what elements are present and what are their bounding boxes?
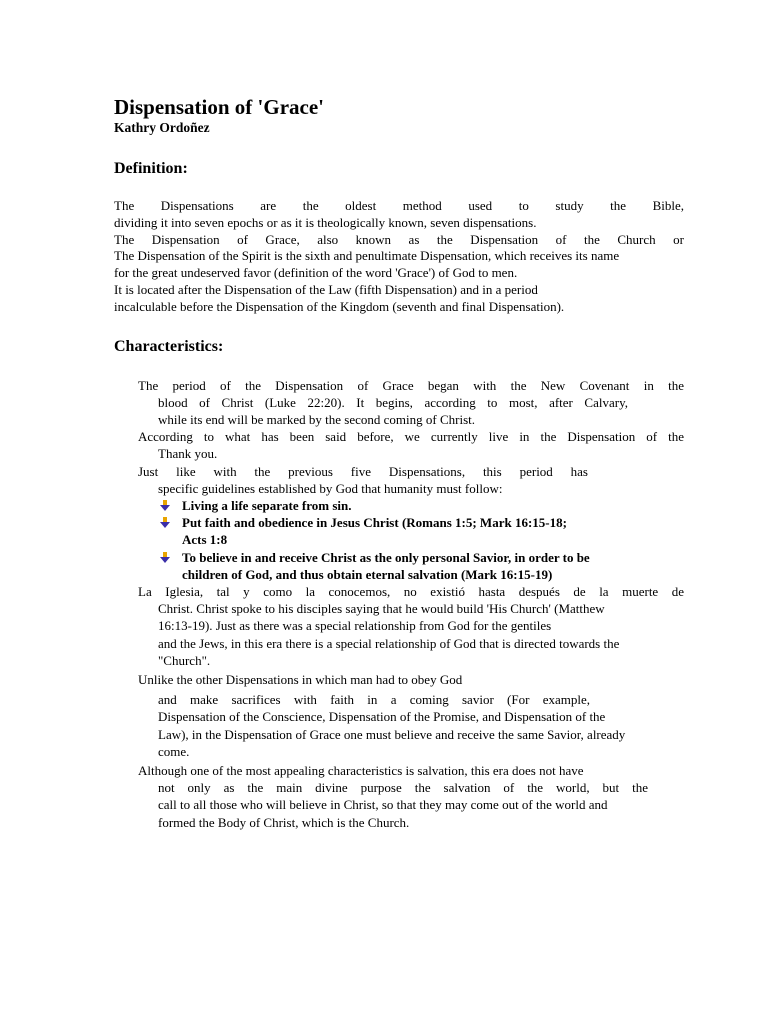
item-line: Although one of the most appealing characteristics is salvation, this era does not have bbox=[138, 763, 584, 779]
item-line: and the Jews, in this era there is a special relationship of God that is directed towards the bbox=[158, 635, 620, 651]
item-line: Unlike the other Dispensations in which man had to obey God bbox=[138, 672, 463, 688]
list-item bbox=[114, 671, 684, 760]
item-line: Thank you. bbox=[158, 446, 218, 462]
sub-list-item bbox=[159, 497, 684, 514]
characteristics-list bbox=[114, 377, 684, 831]
list-item bbox=[114, 583, 684, 669]
arrow-down-icon bbox=[159, 552, 171, 564]
definition-line: for the great undeserved favor (definition of the word 'Grace') of God to men. bbox=[114, 265, 518, 281]
item-line: come. bbox=[158, 743, 190, 759]
item-line: Law), in the Dispensation of Grace one must believe and receive the same Savior, already bbox=[158, 726, 626, 742]
sub-item-line: Put faith and obedience in Jesus Christ (Romans 1:5; Mark 16:15-18; bbox=[182, 515, 567, 531]
definition-line: The Dispensations are the oldest method used to study the Bible, bbox=[114, 198, 684, 213]
item-line: Christ. Christ spoke to his disciples saying that he would build 'His Church' (Matthew bbox=[158, 601, 605, 617]
item-line: while its end will be marked by the second coming of Christ. bbox=[158, 411, 475, 427]
item-line: Just like with the previous five Dispensations, this period has bbox=[138, 463, 588, 479]
sub-item-line: children of God, and thus obtain eternal salvation (Mark 16:15-19) bbox=[182, 566, 553, 582]
list-item bbox=[114, 377, 684, 429]
item-line: and make sacrifices with faith in a coming savior (For example, bbox=[158, 692, 590, 708]
list-item bbox=[114, 762, 684, 831]
definition-line: The Dispensation of the Spirit is the sixth and penultimate Dispensation, which receives its name bbox=[114, 248, 620, 264]
sub-list-item bbox=[159, 514, 684, 548]
sub-item-line: Living a life separate from sin. bbox=[182, 498, 352, 513]
item-line: blood of Christ (Luke 22:20). It begins, according to most, after Calvary, bbox=[158, 394, 628, 410]
item-line: call to all those who will believe in Christ, so that they may come out of the world and bbox=[158, 797, 608, 813]
item-line: La Iglesia, tal y como la conocemos, no existió hasta después de la muerte de bbox=[138, 584, 684, 600]
sub-list bbox=[114, 497, 684, 583]
sub-item-line: Acts 1:8 bbox=[182, 532, 228, 548]
document-title: Dispensation of 'Grace' bbox=[114, 95, 324, 119]
definition-line: dividing it into seven epochs or as it is theologically known, seven dispensations. bbox=[114, 214, 537, 230]
item-line: "Church". bbox=[158, 652, 211, 668]
item-line: not only as the main divine purpose the salvation of the world, but the bbox=[158, 780, 648, 796]
definition-line: incalculable before the Dispensation of the Kingdom (seventh and final Dispensation). bbox=[114, 298, 565, 314]
definition-paragraph bbox=[114, 198, 684, 316]
definition-line: The Dispensation of Grace, also known as the Dispensation of the Church or bbox=[114, 231, 684, 247]
item-line: Dispensation of the Conscience, Dispensation of the Promise, and Dispensation of the bbox=[158, 709, 606, 725]
item-line: specific guidelines established by God that humanity must follow: bbox=[158, 480, 503, 496]
item-line: According to what has been said before, we currently live in the Dispensation of the bbox=[138, 429, 684, 445]
item-line: formed the Body of Christ, which is the Church. bbox=[158, 814, 410, 830]
arrow-down-icon bbox=[159, 517, 171, 529]
list-item bbox=[114, 463, 684, 497]
sub-item-line: To believe in and receive Christ as the only personal Savior, in order to be bbox=[182, 549, 590, 565]
definition-heading: Definition: bbox=[114, 160, 188, 177]
document-page bbox=[114, 94, 684, 831]
author-name: Kathry Ordoñez bbox=[114, 120, 210, 135]
arrow-down-icon bbox=[159, 500, 171, 512]
characteristics-heading: Characteristics: bbox=[114, 337, 224, 355]
definition-line: It is located after the Dispensation of the Law (fifth Dispensation) and in a period bbox=[114, 281, 538, 297]
list-item bbox=[114, 428, 684, 462]
sub-list-item bbox=[159, 549, 684, 583]
item-line: The period of the Dispensation of Grace began with the New Covenant in the bbox=[138, 377, 684, 393]
item-line: 16:13-19). Just as there was a special relationship from God for the gentiles bbox=[158, 618, 552, 634]
